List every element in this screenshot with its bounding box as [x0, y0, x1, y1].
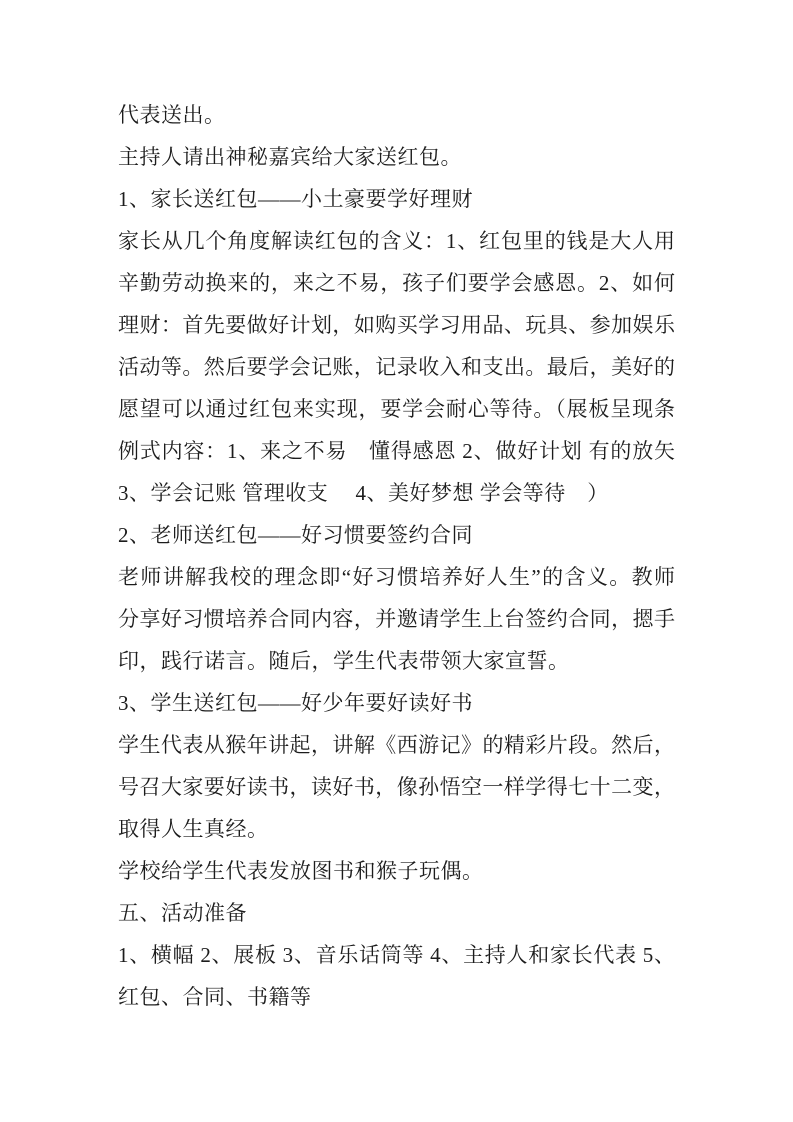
text-line: 辛勤劳动换来的，来之不易，孩子们要学会感恩。2、如何 — [118, 271, 675, 295]
text-line: 学生代表从猴年讲起，讲解《西游记》的精彩片段。然后， — [118, 733, 675, 757]
text-line: 分享好习惯培养合同内容，并邀请学生上台签约合同，摁手 — [118, 607, 675, 631]
text-line: 代表送出。 — [118, 103, 226, 127]
text-line: 愿望可以通过红包来实现，要学会耐心等待。（展板呈现条 — [118, 397, 675, 421]
text-line: 1、横幅 2、展板 3、音乐话筒等 4、主持人和家长代表 5、 — [118, 943, 675, 967]
section-heading: 五、活动准备 — [118, 901, 247, 925]
text-line: 3、学会记账 管理收支 4、美好梦想 学会等待 ） — [118, 481, 609, 505]
text-line: 主持人请出神秘嘉宾给大家送红包。 — [118, 145, 462, 169]
text-line: 红包、合同、书籍等 — [118, 985, 312, 1009]
text-line: 学校给学生代表发放图书和猴子玩偶。 — [118, 859, 484, 883]
section-heading: 1、家长送红包——小土豪要学好理财 — [118, 187, 473, 211]
text-line: 家长从几个角度解读红包的含义：1、红包里的钱是大人用 — [118, 229, 675, 253]
section-heading: 3、学生送红包——好少年要好读好书 — [118, 691, 473, 715]
section-heading: 2、老师送红包——好习惯要签约合同 — [118, 523, 473, 547]
text-line: 例式内容：1、来之不易 懂得感恩 2、做好计划 有的放矢 — [118, 439, 675, 463]
document-text-block — [118, 94, 675, 1018]
text-line: 理财：首先要做好计划，如购买学习用品、玩具、参加娱乐 — [118, 313, 675, 337]
text-line: 活动等。然后要学会记账，记录收入和支出。最后，美好的 — [118, 355, 675, 379]
text-line: 印，践行诺言。随后，学生代表带领大家宣誓。 — [118, 649, 570, 673]
text-line: 号召大家要好读书，读好书，像孙悟空一样学得七十二变， — [118, 775, 675, 799]
text-line: 老师讲解我校的理念即“好习惯培养好人生”的含义。教师 — [118, 565, 675, 589]
text-line: 取得人生真经。 — [118, 817, 269, 841]
